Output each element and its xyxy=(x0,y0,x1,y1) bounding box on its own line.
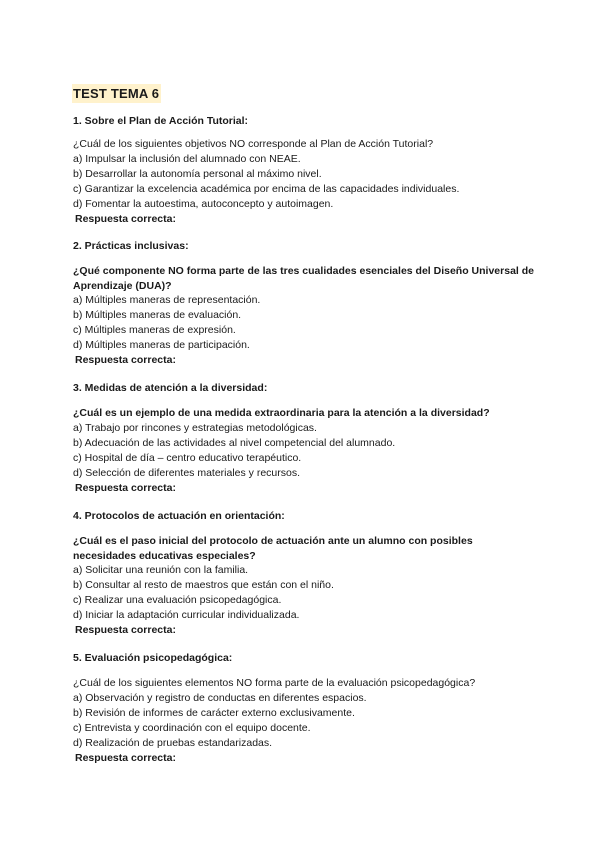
section-heading: 2. Prácticas inclusivas: xyxy=(73,240,189,252)
option-d: d) Múltiples maneras de participación. xyxy=(73,339,250,351)
section-heading: 5. Evaluación psicopedagógica: xyxy=(73,652,233,664)
options-list xyxy=(73,691,543,751)
section-heading: 3. Medidas de atención a la diversidad: xyxy=(73,382,268,394)
question-text: ¿Cuál es el paso inicial del protocolo de actuación ante un alumno con posibles necesidades educativas especiales? xyxy=(73,535,473,562)
section-heading: 1. Sobre el Plan de Acción Tutorial: xyxy=(73,115,249,127)
option-b: b) Múltiples maneras de evaluación. xyxy=(73,309,242,321)
option-b: b) Adecuación de las actividades al nivel competencial del alumnado. xyxy=(73,436,396,449)
option-c: c) Hospital de día – centro educativo terapéutico. xyxy=(73,451,302,464)
test-title: TEST TEMA 6 xyxy=(73,86,160,101)
question-text: ¿Cuál es un ejemplo de una medida extraordinaria para la atención a la diversidad? xyxy=(73,407,490,419)
option-b: b) Revisión de informes de carácter externo exclusivamente. xyxy=(73,706,355,719)
options-list xyxy=(73,152,543,212)
option-a: a) Impulsar la inclusión del alumnado con NEAE. xyxy=(73,152,301,165)
answer-label: Respuesta correcta: xyxy=(75,212,176,225)
question-section-5 xyxy=(73,651,543,766)
question-section-1 xyxy=(73,114,543,227)
options-list xyxy=(73,293,543,353)
option-d: d) Realización de pruebas estandarizadas. xyxy=(73,736,273,749)
option-c: c) Múltiples maneras de expresión. xyxy=(73,324,236,336)
options-list xyxy=(73,563,543,623)
options-list xyxy=(73,421,543,481)
question-text: ¿Qué componente NO forma parte de las tres cualidades esenciales del Diseño Universal de Aprendizaje (DUA)? xyxy=(73,265,534,292)
option-b: b) Consultar al resto de maestros que están con el niño. xyxy=(73,579,334,591)
option-d: d) Iniciar la adaptación curricular individualizada. xyxy=(73,609,300,621)
question-text: ¿Cuál de los siguientes elementos NO forma parte de la evaluación psicopedagógica? xyxy=(73,677,476,689)
question-section-4 xyxy=(73,509,543,638)
question-text: ¿Cuál de los siguientes objetivos NO corresponde al Plan de Acción Tutorial? xyxy=(73,138,434,150)
answer-label: Respuesta correcta: xyxy=(75,751,176,764)
option-d: d) Fomentar la autoestima, autoconcepto y autoimagen. xyxy=(73,197,334,210)
question-section-2 xyxy=(73,239,543,368)
option-a: a) Trabajo por rincones y estrategias metodológicas. xyxy=(73,421,317,434)
answer-label: Respuesta correcta: xyxy=(75,481,176,494)
option-c: c) Entrevista y coordinación con el equipo docente. xyxy=(73,721,311,734)
option-a: a) Observación y registro de conductas en diferentes espacios. xyxy=(73,691,367,704)
answer-label: Respuesta correcta: xyxy=(75,624,176,636)
document-page xyxy=(73,84,534,764)
option-a: a) Múltiples maneras de representación. xyxy=(73,294,261,306)
answer-label: Respuesta correcta: xyxy=(75,354,176,366)
option-d: d) Selección de diferentes materiales y recursos. xyxy=(73,466,301,479)
section-heading: 4. Protocolos de actuación en orientación: xyxy=(73,510,285,522)
option-c: c) Garantizar la excelencia académica por encima de las capacidades individuales. xyxy=(73,182,460,195)
question-section-3 xyxy=(73,381,543,496)
option-a: a) Solicitar una reunión con la familia. xyxy=(73,564,249,576)
option-c: c) Realizar una evaluación psicopedagógica. xyxy=(73,594,282,606)
option-b: b) Desarrollar la autonomía personal al máximo nivel. xyxy=(73,167,322,180)
